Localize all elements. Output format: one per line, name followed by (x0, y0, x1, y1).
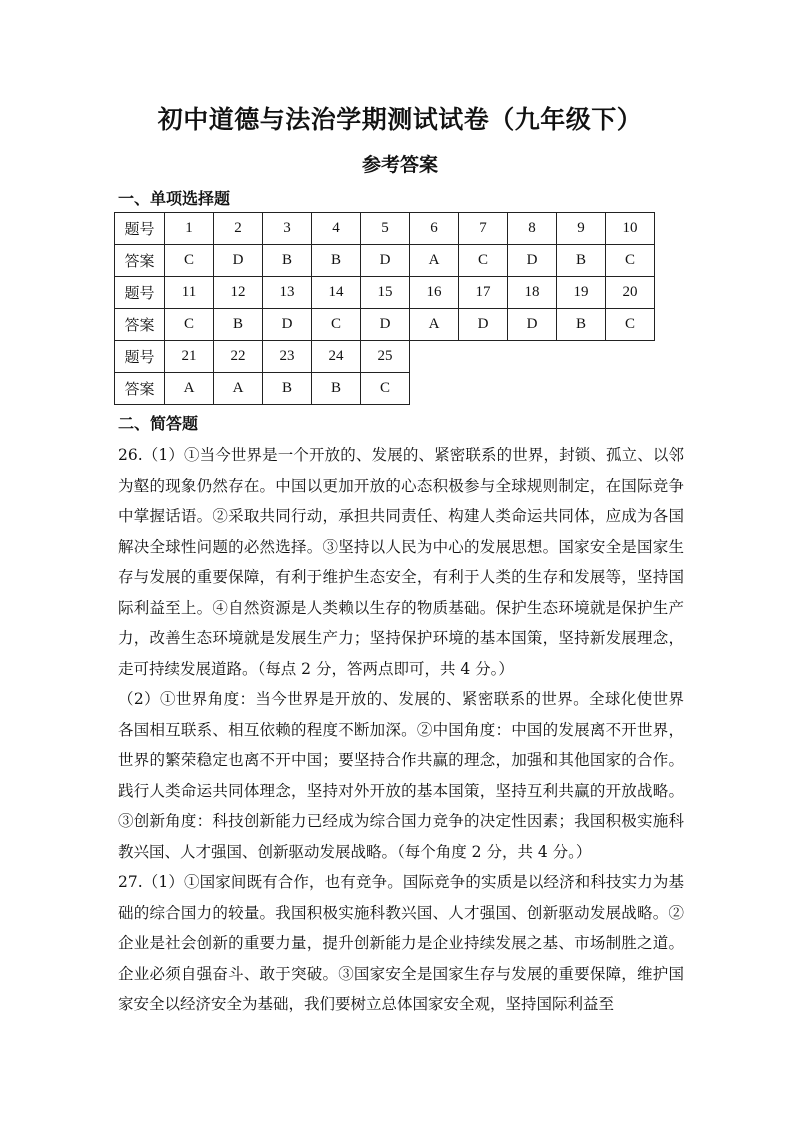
table-cell: 12 (214, 277, 263, 309)
table-cell: C (165, 245, 214, 277)
table-row (115, 309, 655, 341)
table-cell: D (508, 309, 557, 341)
table-empty-cell (557, 373, 606, 405)
table-row-header: 题号 (115, 277, 165, 309)
table-empty-cell (557, 341, 606, 373)
table-row (115, 341, 655, 373)
table-cell: D (508, 245, 557, 277)
table-cell: 15 (361, 277, 410, 309)
table-cell: 18 (508, 277, 557, 309)
table-cell: B (312, 245, 361, 277)
table-cell: 7 (459, 213, 508, 245)
document-title: 初中道德与法治学期测试试卷（九年级下） (157, 105, 643, 134)
table-cell: B (263, 373, 312, 405)
table-cell: 20 (606, 277, 655, 309)
table-cell: 2 (214, 213, 263, 245)
section-heading-multiple-choice: 一、单项选择题 (118, 189, 231, 208)
answer-key-table (114, 212, 655, 405)
table-row-header: 答案 (115, 245, 165, 277)
short-answer-body (118, 440, 684, 1020)
table-cell: 10 (606, 213, 655, 245)
document-subtitle: 参考答案 (361, 154, 438, 176)
answer-26-part2: （2）①世界角度：当今世界是开放的、发展的、紧密联系的世界。全球化使世界各国相互联系、相互依赖的程度不断加深。②中国角度：中国的发展离不开世界，世界的繁荣稳定也离不开中国；要坚持合作共赢的理念，加强和其他国家的合作。践行人类命运共同体理念，坚持对外开放的基本国策，坚持互利共赢的开放战略。③创新角度：科技创新能力已经成为综合国力竞争的决定性因素；我国积极实施科教兴国、人才强国、创新驱动发展战略。（每个角度 2 分，共 4 分。） (118, 690, 684, 861)
table-cell: 16 (410, 277, 459, 309)
table-cell: 4 (312, 213, 361, 245)
table-cell: 24 (312, 341, 361, 373)
table-row-header: 题号 (115, 341, 165, 373)
table-cell: D (263, 309, 312, 341)
table-cell: 6 (410, 213, 459, 245)
table-row-header: 答案 (115, 309, 165, 341)
table-cell: B (557, 309, 606, 341)
section-heading-short-answer: 二、简答题 (118, 414, 199, 433)
table-cell: C (165, 309, 214, 341)
table-cell: 3 (263, 213, 312, 245)
table-empty-cell (606, 341, 655, 373)
table-cell: 8 (508, 213, 557, 245)
table-cell: B (263, 245, 312, 277)
table-row (115, 213, 655, 245)
table-cell: A (165, 373, 214, 405)
table-row-header: 题号 (115, 213, 165, 245)
table-cell: 22 (214, 341, 263, 373)
table-cell: C (606, 309, 655, 341)
table-cell: D (361, 245, 410, 277)
table-cell: 25 (361, 341, 410, 373)
table-cell: 17 (459, 277, 508, 309)
table-cell: 13 (263, 277, 312, 309)
table-empty-cell (606, 373, 655, 405)
table-cell: D (459, 309, 508, 341)
table-cell: 23 (263, 341, 312, 373)
table-empty-cell (508, 373, 557, 405)
table-row (115, 373, 655, 405)
table-cell: A (214, 373, 263, 405)
table-cell: 1 (165, 213, 214, 245)
table-cell: D (361, 309, 410, 341)
table-cell: B (312, 373, 361, 405)
table-cell: B (214, 309, 263, 341)
table-empty-cell (459, 341, 508, 373)
answer-27-part1: 27.（1）①国家间既有合作，也有竞争。国际竞争的实质是以经济和科技实力为基础的综合国力的较量。我国积极实施科教兴国、人才强国、创新驱动发展战略。②企业是社会创新的重要力量，提升创新能力是企业持续发展之基、市场制胜之道。企业必须自强奋斗、敢于突破。③国家安全是国家生存与发展的重要保障，维护国家安全以经济安全为基础，我们要树立总体国家安全观，坚持国际利益至 (118, 873, 684, 1013)
table-cell: C (606, 245, 655, 277)
table-row (115, 277, 655, 309)
table-cell: 9 (557, 213, 606, 245)
table-empty-cell (508, 341, 557, 373)
table-cell: D (214, 245, 263, 277)
table-cell: A (410, 245, 459, 277)
table-empty-cell (410, 373, 459, 405)
table-cell: 21 (165, 341, 214, 373)
table-cell: B (557, 245, 606, 277)
table-cell: 19 (557, 277, 606, 309)
table-cell: C (312, 309, 361, 341)
table-empty-cell (459, 373, 508, 405)
table-row-header: 答案 (115, 373, 165, 405)
table-row (115, 245, 655, 277)
table-cell: C (459, 245, 508, 277)
table-empty-cell (410, 341, 459, 373)
table-cell: 14 (312, 277, 361, 309)
table-cell: C (361, 373, 410, 405)
table-cell: 11 (165, 277, 214, 309)
table-cell: A (410, 309, 459, 341)
answer-26-part1: 26.（1）①当今世界是一个开放的、发展的、紧密联系的世界，封锁、孤立、以邻为壑的现象仍然存在。中国以更加开放的心态积极参与全球规则制定，在国际竞争中掌握话语。②采取共同行动，承担共同责任、构建人类命运共同体，应成为各国解决全球性问题的必然选择。③坚持以人民为中心的发展思想。国家安全是国家生存与发展的重要保障，有利于维护生态安全，有利于人类的生存和发展等，坚持国际利益至上。④自然资源是人类赖以生存的物质基础。保护生态环境就是保护生产力，改善生态环境就是发展生产力；坚持保护环境的基本国策，坚持新发展理念，走可持续发展道路。（每点 2 分，答两点即可，共 4 分。） (118, 446, 684, 678)
table-cell: 5 (361, 213, 410, 245)
